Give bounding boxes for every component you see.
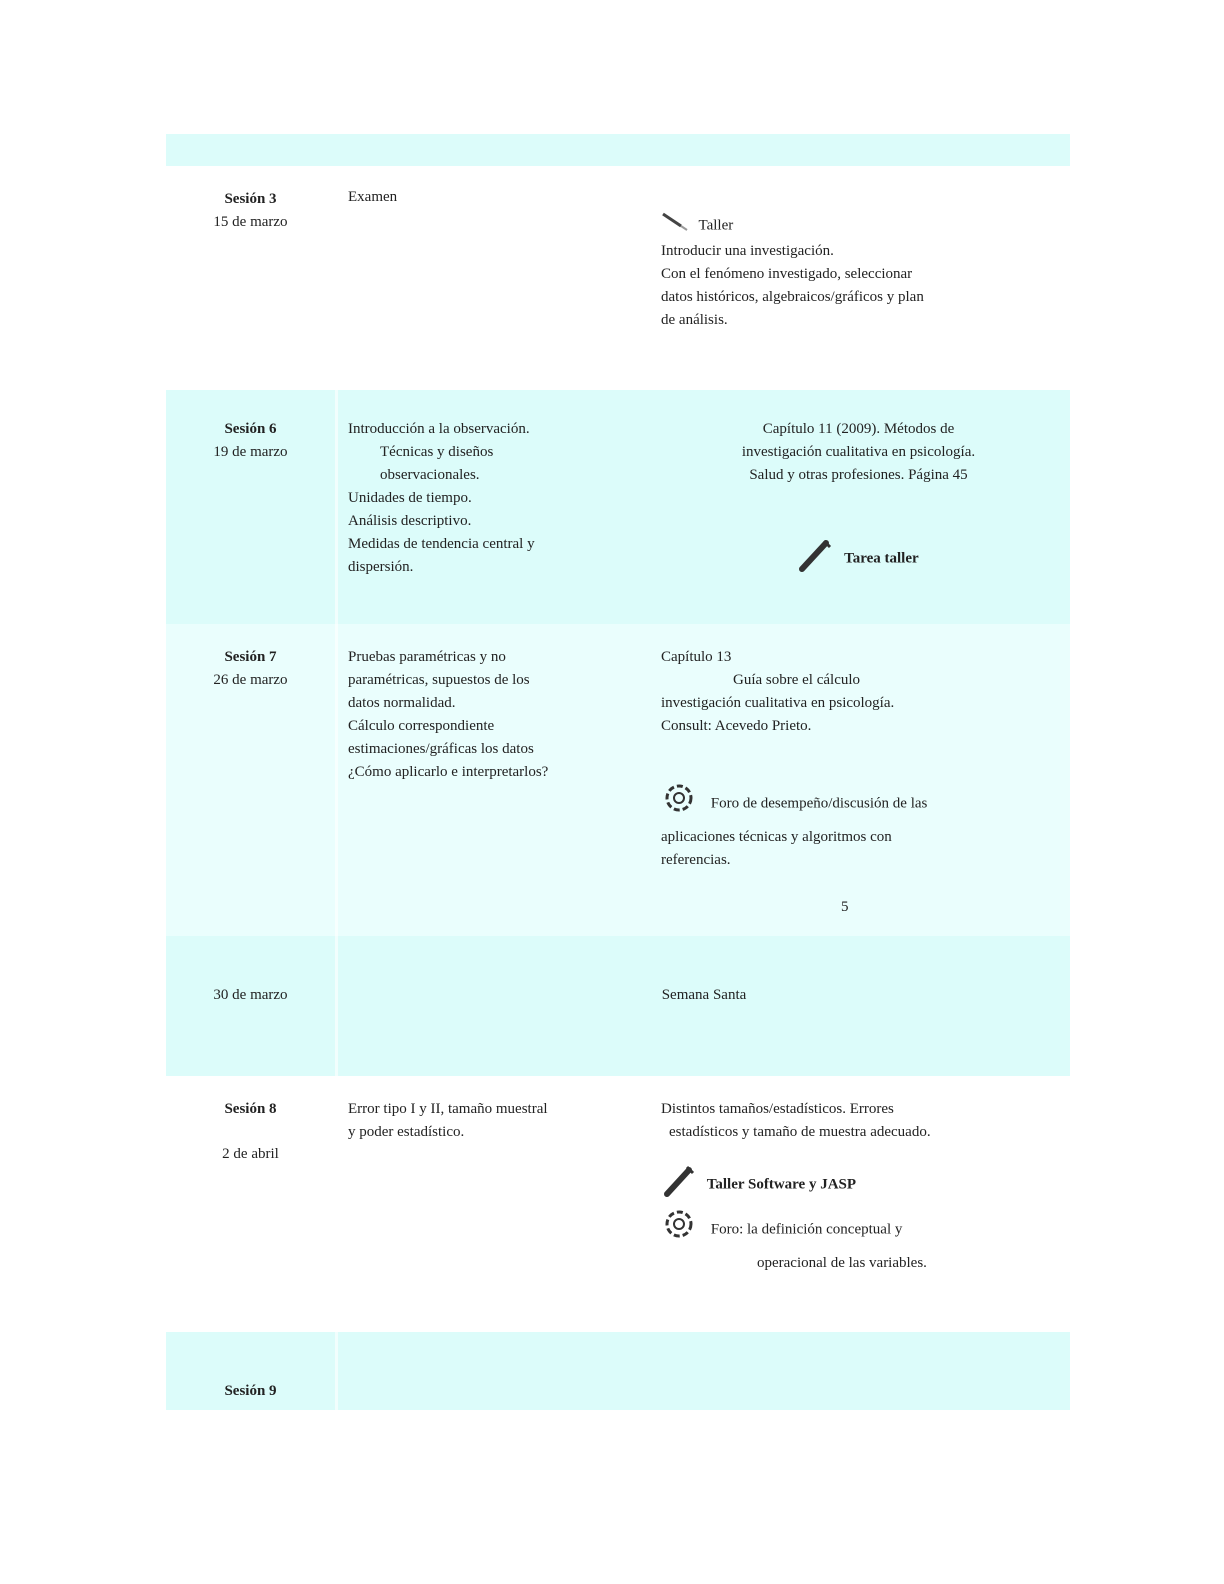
resource-line: Salud y otras profesiones. Página 45 — [749, 467, 968, 483]
session-label: Sesión 8 — [224, 1101, 277, 1117]
session-cell — [166, 1332, 338, 1410]
topic-line: Introducción a la observación. — [348, 421, 530, 437]
resource-line: Introducir una investigación. — [661, 243, 834, 259]
table-row — [166, 1332, 1070, 1410]
session-date: 19 de marzo — [213, 444, 288, 460]
pencil-icon — [798, 537, 834, 581]
pencil-icon — [661, 212, 689, 240]
task-label: Taller Software y JASP — [706, 1176, 857, 1193]
table-header-band — [166, 134, 1070, 166]
task-line — [661, 1164, 1056, 1206]
topic-line: observacionales. — [380, 467, 480, 483]
discussion-line: operacional de las variables. — [757, 1255, 927, 1271]
event-cell — [338, 936, 1070, 1076]
resource-line: Capítulo 13 — [661, 649, 732, 665]
session-label: Sesión 9 — [224, 1383, 277, 1399]
resource-line: investigación cualitativa en psicología. — [741, 444, 976, 460]
topic-cell — [338, 1332, 661, 1410]
table-row — [166, 1076, 1070, 1332]
topic-cell — [338, 390, 661, 624]
session-cell — [166, 624, 338, 936]
topic-line: Cálculo correspondiente — [348, 718, 495, 734]
discussion-text: Foro: la definición conceptual y — [710, 1221, 903, 1238]
topic-cell — [338, 624, 661, 936]
discussion-line — [661, 782, 1056, 826]
resource-line: Capítulo 11 (2009). Métodos de — [762, 421, 955, 437]
session-date: 30 de marzo — [213, 987, 288, 1003]
table-row — [166, 390, 1070, 624]
resource-line: Distintos tamaños/estadísticos. Errores — [661, 1101, 894, 1117]
resource-line: de análisis. — [661, 312, 728, 328]
resource-title-line — [661, 212, 1056, 240]
session-label: Sesión 3 — [224, 191, 277, 207]
pencil-icon — [661, 1164, 697, 1206]
resource-line: Guía sobre el cálculo — [733, 672, 861, 688]
session-date: 26 de marzo — [213, 672, 288, 688]
event-text: Semana Santa — [661, 987, 747, 1003]
topic-line: dispersión. — [348, 559, 414, 575]
topic-line: ¿Cómo aplicarlo e interpretarlos? — [348, 764, 549, 780]
session-cell — [166, 1076, 338, 1332]
table-row — [166, 936, 1070, 1076]
resource-line: estadísticos y tamaño de muestra adecuado. — [669, 1124, 931, 1140]
discussion-text: Foro de desempeño/discusión de las — [710, 795, 928, 812]
resource-cell — [661, 166, 1070, 390]
session-cell — [166, 936, 338, 1076]
topic-cell — [338, 1076, 661, 1332]
topic-line: datos normalidad. — [348, 695, 456, 711]
page-mark: 5 — [841, 899, 849, 915]
topic-line: Error tipo I y II, tamaño muestral — [348, 1101, 548, 1117]
discussion-line: referencias. — [661, 852, 731, 868]
gear-icon — [661, 782, 701, 826]
session-date: 15 de marzo — [213, 214, 288, 230]
resource-cell — [661, 1076, 1070, 1332]
table-row — [166, 166, 1070, 390]
session-cell — [166, 166, 338, 390]
resource-line: datos históricos, algebraicos/gráficos y plan — [661, 289, 924, 305]
gear-icon — [661, 1208, 701, 1252]
task-line — [661, 537, 1056, 581]
topic-cell — [338, 166, 661, 390]
discussion-line: aplicaciones técnicas y algoritmos con — [661, 829, 892, 845]
topic-line: paramétricas, supuestos de los — [348, 672, 530, 688]
topic-line: Medidas de tendencia central y — [348, 536, 535, 552]
table-row — [166, 624, 1070, 936]
topic-line: Técnicas y diseños — [380, 444, 494, 460]
resource-line: Consult: Acevedo Prieto. — [661, 718, 812, 734]
resource-cell — [661, 1332, 1070, 1410]
topic-line: Análisis descriptivo. — [348, 513, 472, 529]
topic-line: Unidades de tiempo. — [348, 490, 472, 506]
discussion-line — [661, 1208, 1056, 1252]
schedule-table — [166, 134, 1070, 1410]
resource-title: Taller — [698, 217, 734, 234]
session-label: Sesión 6 — [224, 421, 277, 437]
session-label: Sesión 7 — [224, 649, 277, 665]
topic-line: y poder estadístico. — [348, 1124, 465, 1140]
task-label: Tarea taller — [844, 550, 919, 567]
resource-line: Con el fenómeno investigado, seleccionar — [661, 266, 913, 282]
topic-line: estimaciones/gráficas los datos — [348, 741, 534, 757]
resource-line: investigación cualitativa en psicología. — [661, 695, 895, 711]
session-date: 2 de abril — [222, 1146, 279, 1162]
resource-cell — [661, 390, 1070, 624]
resource-cell — [661, 624, 1070, 936]
session-cell — [166, 390, 338, 624]
topic-line: Pruebas paramétricas y no — [348, 649, 506, 665]
topic-text: Examen — [348, 189, 398, 205]
